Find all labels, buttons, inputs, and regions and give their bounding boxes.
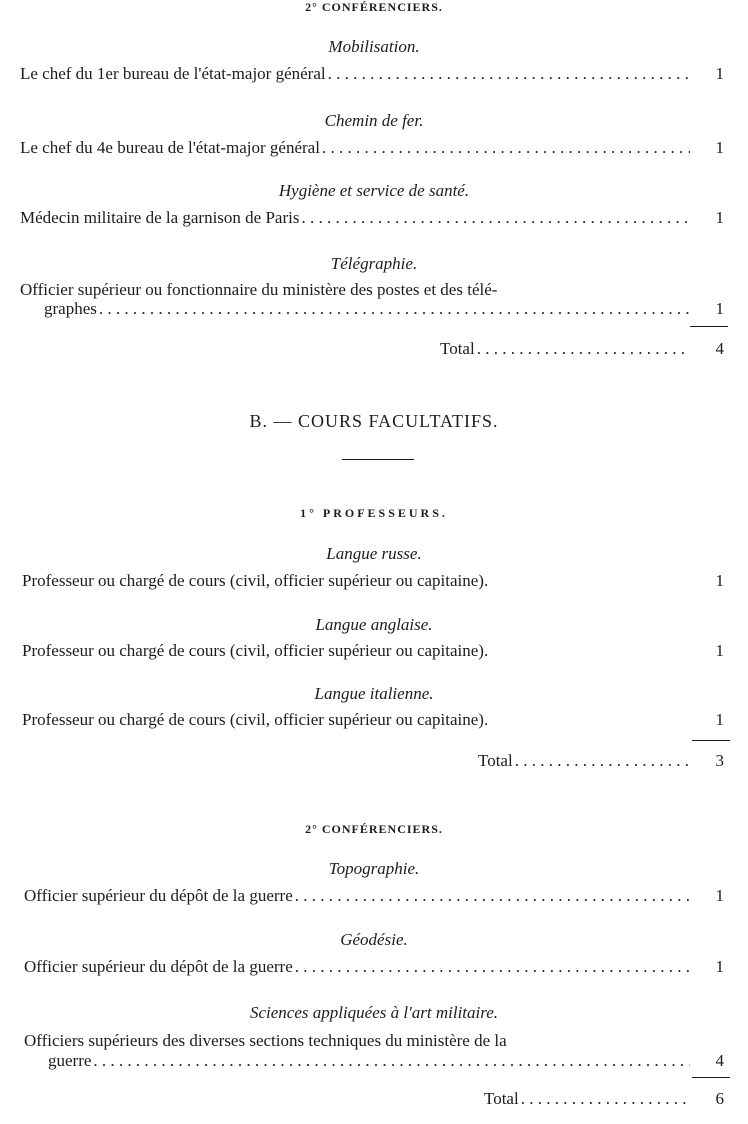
- entry-count: 1: [715, 138, 724, 157]
- section-title-mobilisation: Mobilisation.: [328, 37, 420, 56]
- section-title-langue-russe: Langue russe.: [326, 544, 422, 563]
- section-heading-conferenciers-b: 2° CONFÉRENCIERS.: [305, 822, 443, 836]
- entry-row: [22, 640, 728, 662]
- total-rule: [692, 1077, 730, 1078]
- entry-text: Officier supérieur du dépôt de la guerre: [24, 957, 293, 976]
- entry-text-line1: Officiers supérieurs des diverses sections techniques du ministère de la: [24, 1031, 507, 1050]
- section-heading-conferenciers: 2° CONFÉRENCIERS.: [305, 0, 443, 14]
- total-value: 6: [715, 1089, 724, 1108]
- leader-dots: [99, 298, 690, 320]
- leader-dots: [477, 338, 690, 360]
- entry-text: Professeur ou chargé de cours (civil, officier supérieur ou capitaine).: [22, 571, 489, 590]
- entry-row: [44, 298, 728, 320]
- total-value: 4: [715, 339, 724, 358]
- divider: [342, 459, 414, 460]
- entry-text: Le chef du 1er bureau de l'état-major général: [20, 64, 326, 83]
- entry-count: 1: [715, 710, 724, 729]
- entry-count: 1: [715, 957, 724, 976]
- total-row: [484, 1088, 728, 1110]
- entry-row: [22, 570, 728, 592]
- section-title-telegraphie: Télégraphie.: [330, 254, 418, 273]
- entry-count: 1: [715, 64, 724, 83]
- entry-row: [20, 207, 728, 229]
- part-heading-cours-facultatifs: B. — COURS FACULTATIFS.: [249, 411, 499, 431]
- leader-dots: [295, 956, 690, 978]
- total-value: 3: [715, 751, 724, 770]
- leader-dots: [295, 885, 690, 907]
- section-title-geodesie: Géodésie.: [340, 930, 408, 949]
- entry-text: guerre: [48, 1051, 92, 1070]
- entry-count: 1: [715, 641, 724, 660]
- section-title-langue-anglaise: Langue anglaise.: [315, 615, 433, 634]
- entry-text: graphes: [44, 299, 97, 318]
- total-label: Total: [484, 1089, 519, 1108]
- leader-dots: [93, 1050, 690, 1072]
- entry-row: [48, 1050, 728, 1072]
- section-title-sciences-appliquees: Sciences appliquées à l'art militaire.: [249, 1003, 499, 1022]
- leader-dots: [521, 1088, 690, 1110]
- section-title-topographie: Topographie.: [328, 859, 420, 878]
- entry-text: Médecin militaire de la garnison de Paris: [20, 208, 300, 227]
- entry-row: [22, 709, 728, 731]
- leader-dots: [322, 137, 690, 159]
- total-rule: [692, 740, 730, 741]
- total-rule: [690, 326, 728, 327]
- section-title-chemin-de-fer: Chemin de fer.: [324, 111, 424, 130]
- entry-text-line1: Officier supérieur ou fonctionnaire du ministère des postes et des télé-: [20, 280, 498, 299]
- section-heading-professeurs: 1° PROFESSEURS.: [300, 506, 448, 520]
- entry-text: Officier supérieur du dépôt de la guerre: [24, 886, 293, 905]
- entry-count: 1: [715, 886, 724, 905]
- section-title-langue-italienne: Langue italienne.: [314, 684, 434, 703]
- entry-row: [24, 956, 728, 978]
- entry-count: 1: [715, 208, 724, 227]
- entry-text: Le chef du 4e bureau de l'état-major général: [20, 138, 320, 157]
- entry-count: 1: [715, 571, 724, 590]
- leader-dots: [328, 63, 690, 85]
- entry-row: [20, 137, 728, 159]
- leader-dots: [301, 207, 690, 229]
- leader-dots: [515, 750, 690, 772]
- entry-text: Professeur ou chargé de cours (civil, officier supérieur ou capitaine).: [22, 641, 489, 660]
- entry-text: Professeur ou chargé de cours (civil, officier supérieur ou capitaine).: [22, 710, 489, 729]
- total-row: [440, 338, 728, 360]
- total-label: Total: [478, 751, 513, 770]
- entry-count: 1: [715, 299, 724, 318]
- entry-count: 4: [715, 1051, 724, 1070]
- section-title-hygiene: Hygiène et service de santé.: [278, 181, 470, 200]
- entry-row: [20, 63, 728, 85]
- total-row: [478, 750, 728, 772]
- entry-row: [24, 885, 728, 907]
- total-label: Total: [440, 339, 475, 358]
